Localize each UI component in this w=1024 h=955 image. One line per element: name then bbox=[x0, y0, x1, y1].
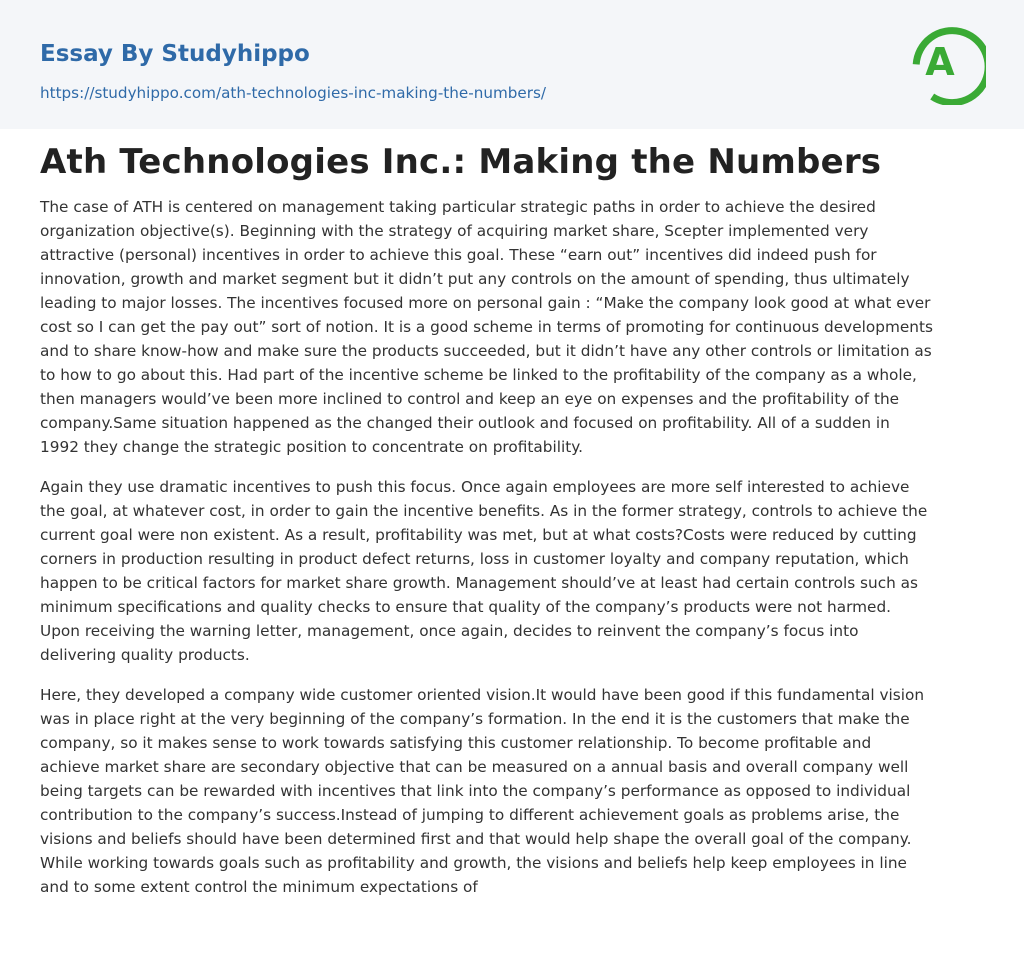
essay-body bbox=[40, 195, 986, 915]
essay-title: Ath Technologies Inc.: Making the Numbers bbox=[40, 142, 882, 182]
site-header bbox=[0, 0, 1024, 129]
studyhippo-logo-icon[interactable] bbox=[912, 19, 986, 105]
logo-letter: A bbox=[925, 40, 955, 84]
site-brand[interactable]: Essay By Studyhippo bbox=[40, 41, 310, 67]
essay-paragraph: Again they use dramatic incentives to push this focus. Once again employees are more self interested to achieve the goal, at whatever cost, in order to gain the incentive benefits. As in the former strategy, controls to achieve the current goal were non existent. As a result, profitability was met, but at what costs?Costs were reduced by cutting corners in production resulting in product defect returns, loss in customer loyalty and company reputation, which happen to be critical factors for market share growth. Management should’ve at least had certain controls such as minimum specifications and quality checks to ensure that quality of the company’s products were not harmed. Upon receiving the warning letter, management, once again, decides to reinvent the company’s focus into delivering quality products. bbox=[40, 478, 928, 664]
essay-url-link[interactable]: https://studyhippo.com/ath-technologies-inc-making-the-numbers/ bbox=[40, 84, 547, 102]
essay-paragraph: The case of ATH is centered on management taking particular strategic paths in order to achieve the desired organization objective(s). Beginning with the strategy of acquiring market share, Scepter implemented very attractive (personal) incentives in order to achieve this goal. These “earn out” incentives did indeed push for innovation, growth and market segment but it didn’t put any controls on the amount of spending, thus ultimately leading to major losses. The incentives focused more on personal gain : “Make the company look good at what ever cost so I can get the pay out” sort of notion. It is a good scheme in terms of promoting for continuous developments and to share know-how and make sure the products succeeded, but it didn’t have any other controls or limitation as to how to go about this. Had part of the incentive scheme be linked to the profitability of the company as a whole, then managers would’ve been more inclined to control and keep an eye on expenses and the profitability of the company.Same situation happened as the changed their outlook and focused on profitability. All of a sudden in 1992 they change the strategic position to concentrate on profitability. bbox=[40, 198, 933, 456]
essay-paragraph: Here, they developed a company wide customer oriented vision.It would have been good if this fundamental vision was in place right at the very beginning of the company’s formation. In the end it is the customers that make the company, so it makes sense to work towards satisfying this customer relationship. To become profitable and achieve market share are secondary objective that can be measured on a annual basis and overall company well being targets can be rewarded with incentives that link into the company’s performance as opposed to individual contribution to the company’s success.Instead of jumping to different achievement goals as problems arise, the visions and beliefs should have been determined first and that would help shape the overall goal of the company. While working towards goals such as profitability and growth, the visions and beliefs help keep employees in line and to some extent control the minimum expectations of bbox=[40, 686, 925, 896]
